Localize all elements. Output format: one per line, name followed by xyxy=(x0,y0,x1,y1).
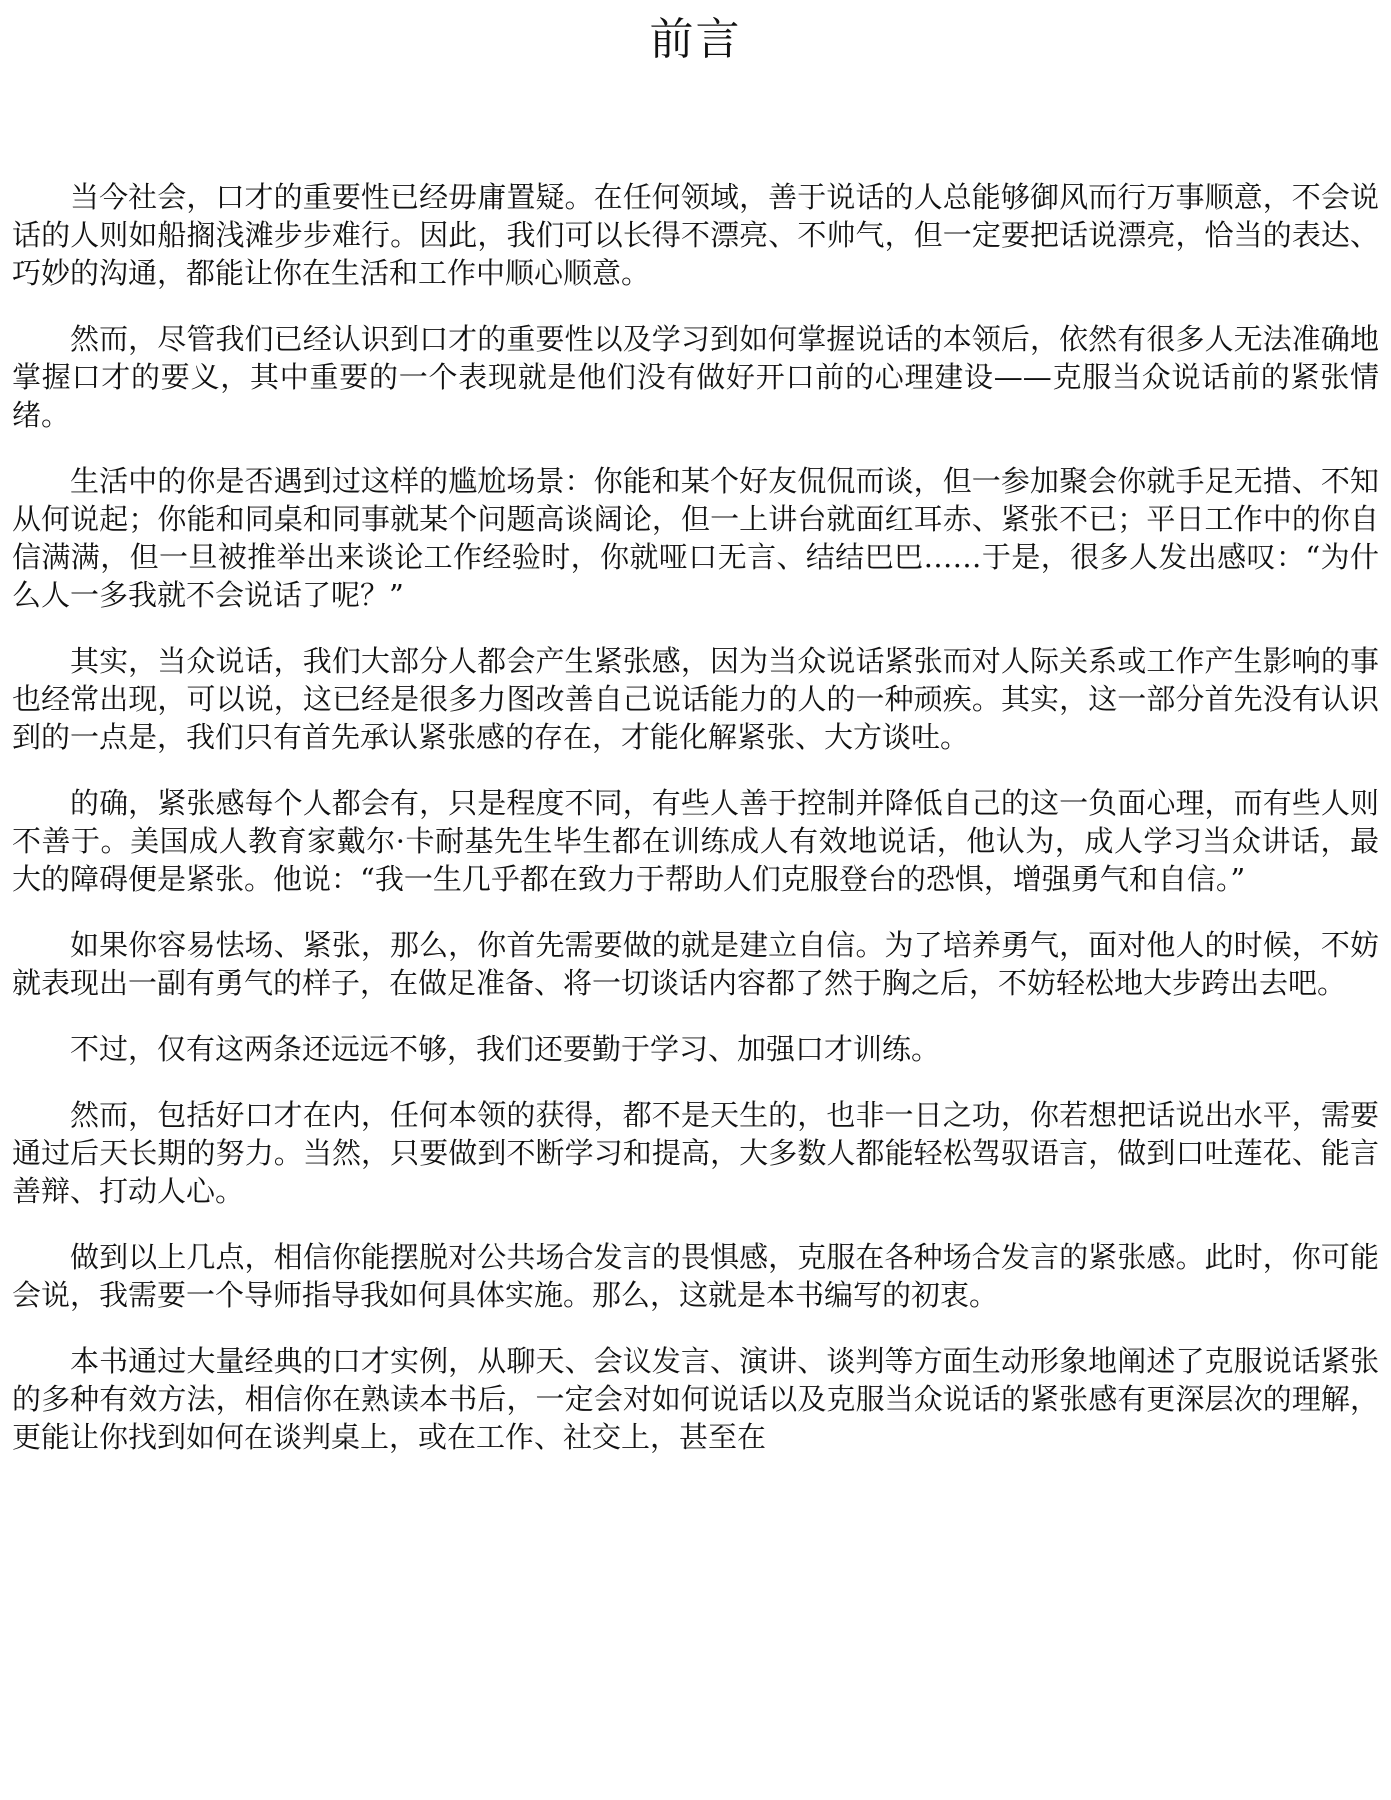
paragraph-2: 然而，尽管我们已经认识到口才的重要性以及学习到如何掌握说话的本领后，依然有很多人无法准确地掌握口才的要义，其中重要的一个表现就是他们没有做好开口前的心理建设——克服当众说话前的紧张情绪。 xyxy=(12,322,1379,432)
paragraph-8: 然而，包括好口才在内，任何本领的获得，都不是天生的，也非一日之功，你若想把话说出水平，需要通过后天长期的努力。当然，只要做到不断学习和提高，大多数人都能轻松驾驭语言，做到口吐莲花、能言善辩、打动人心。 xyxy=(12,1098,1379,1208)
paragraph-5: 的确，紧张感每个人都会有，只是程度不同，有些人善于控制并降低自己的这一负面心理，而有些人则不善于。美国成人教育家戴尔·卡耐基先生毕生都在训练成人有效地说话，他认为，成人学习当众讲话，最大的障碍便是紧张。他说：“我一生几乎都在致力于帮助人们克服登台的恐惧，增强勇气和自信。” xyxy=(12,786,1379,896)
page-title: 前言 xyxy=(649,14,742,65)
document-page xyxy=(12,0,1379,1800)
paragraph-3: 生活中的你是否遇到过这样的尴尬场景：你能和某个好友侃侃而谈，但一参加聚会你就手足无措、不知从何说起；你能和同桌和同事就某个问题高谈阔论，但一上讲台就面红耳赤、紧张不已；平日工作中的你自信满满，但一旦被推举出来谈论工作经验时，你就哑口无言、结结巴巴……于是，很多人发出感叹：“为什么人一多我就不会说话了呢？” xyxy=(12,464,1379,612)
paragraph-10: 本书通过大量经典的口才实例，从聊天、会议发言、演讲、谈判等方面生动形象地阐述了克服说话紧张的多种有效方法，相信你在熟读本书后，一定会对如何说话以及克服当众说话的紧张感有更深层次的理解，更能让你找到如何在谈判桌上，或在工作、社交上，甚至在 xyxy=(12,1344,1379,1454)
paragraph-6: 如果你容易怯场、紧张，那么，你首先需要做的就是建立自信。为了培养勇气，面对他人的时候，不妨就表现出一副有勇气的样子，在做足准备、将一切谈话内容都了然于胸之后，不妨轻松地大步跨出去吧。 xyxy=(12,928,1379,1000)
document-body xyxy=(12,178,1379,1484)
paragraph-7: 不过，仅有这两条还远远不够，我们还要勤于学习、加强口才训练。 xyxy=(70,1032,941,1066)
paragraph-9: 做到以上几点，相信你能摆脱对公共场合发言的畏惧感，克服在各种场合发言的紧张感。此时，你可能会说，我需要一个导师指导我如何具体实施。那么，这就是本书编写的初衷。 xyxy=(12,1240,1379,1312)
paragraph-1: 当今社会，口才的重要性已经毋庸置疑。在任何领域，善于说话的人总能够御风而行万事顺意，不会说话的人则如船搁浅滩步步难行。因此，我们可以长得不漂亮、不帅气，但一定要把话说漂亮，恰当的表达、巧妙的沟通，都能让你在生活和工作中顺心顺意。 xyxy=(12,180,1379,290)
paragraph-4: 其实，当众说话，我们大部分人都会产生紧张感，因为当众说话紧张而对人际关系或工作产生影响的事也经常出现，可以说，这已经是很多力图改善自己说话能力的人的一种顽疾。其实，这一部分首先没有认识到的一点是，我们只有首先承认紧张感的存在，才能化解紧张、大方谈吐。 xyxy=(12,644,1379,754)
